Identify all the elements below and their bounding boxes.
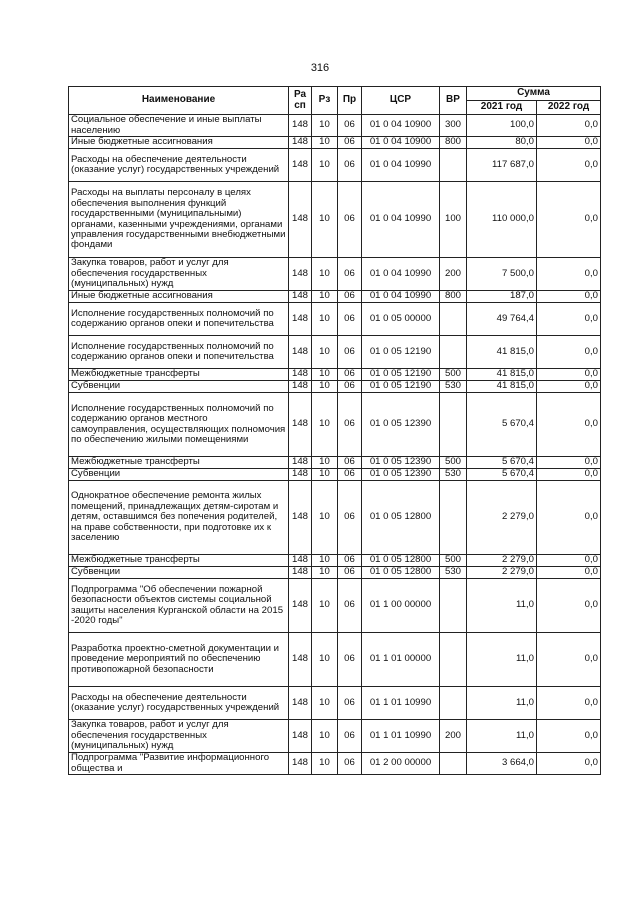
cell-name: Расходы на обеспечение деятельности (оказание услуг) государственных учреждений bbox=[69, 149, 289, 182]
cell-2021: 100,0 bbox=[467, 115, 537, 137]
cell-name: Расходы на выплаты персоналу в целях обеспечения выполнения функций государственными (муниципальными) органами, казенными учреждениями, органами управления государственными внебюджетными фондами bbox=[69, 182, 289, 258]
cell-vr: 530 bbox=[440, 469, 467, 481]
cell-name: Межбюджетные трансферты bbox=[69, 555, 289, 567]
cell-csr: 01 0 05 12190 bbox=[362, 381, 440, 393]
cell-vr: 800 bbox=[440, 291, 467, 303]
cell-pr: 06 bbox=[338, 258, 362, 291]
cell-2021: 49 764,4 bbox=[467, 303, 537, 336]
cell-csr: 01 1 01 10990 bbox=[362, 720, 440, 753]
cell-rasp: 148 bbox=[289, 481, 312, 555]
cell-2022: 0,0 bbox=[537, 137, 601, 149]
cell-pr: 06 bbox=[338, 555, 362, 567]
cell-2022: 0,0 bbox=[537, 481, 601, 555]
cell-rz: 10 bbox=[312, 369, 338, 381]
cell-pr: 06 bbox=[338, 149, 362, 182]
cell-2022: 0,0 bbox=[537, 291, 601, 303]
table-row bbox=[69, 381, 601, 393]
cell-name: Закупка товаров, работ и услуг для обеспечения государственных (муниципальных) нужд bbox=[69, 258, 289, 291]
cell-pr: 06 bbox=[338, 381, 362, 393]
cell-rz: 10 bbox=[312, 303, 338, 336]
header-rasp: Ра сп bbox=[289, 87, 312, 115]
header-2022: 2022 год bbox=[537, 101, 601, 115]
cell-2021: 187,0 bbox=[467, 291, 537, 303]
cell-rasp: 148 bbox=[289, 149, 312, 182]
cell-rz: 10 bbox=[312, 469, 338, 481]
cell-rz: 10 bbox=[312, 393, 338, 457]
cell-2022: 0,0 bbox=[537, 469, 601, 481]
cell-rasp: 148 bbox=[289, 393, 312, 457]
cell-pr: 06 bbox=[338, 567, 362, 579]
cell-2022: 0,0 bbox=[537, 182, 601, 258]
table-row bbox=[69, 291, 601, 303]
cell-rasp: 148 bbox=[289, 555, 312, 567]
cell-rasp: 148 bbox=[289, 720, 312, 753]
cell-vr: 100 bbox=[440, 182, 467, 258]
cell-rz: 10 bbox=[312, 336, 338, 369]
cell-2022: 0,0 bbox=[537, 567, 601, 579]
cell-rasp: 148 bbox=[289, 258, 312, 291]
cell-2021: 3 664,0 bbox=[467, 753, 537, 775]
cell-csr: 01 0 04 10990 bbox=[362, 258, 440, 291]
cell-2021: 5 670,4 bbox=[467, 469, 537, 481]
cell-name: Исполнение государственных полномочий по содержанию органов опеки и попечительства bbox=[69, 336, 289, 369]
cell-rasp: 148 bbox=[289, 336, 312, 369]
table-row bbox=[69, 137, 601, 149]
cell-name: Межбюджетные трансферты bbox=[69, 369, 289, 381]
cell-csr: 01 0 04 10990 bbox=[362, 291, 440, 303]
cell-rz: 10 bbox=[312, 753, 338, 775]
table-row bbox=[69, 481, 601, 555]
cell-name: Подпрограмма "Развитие информационного общества и bbox=[69, 753, 289, 775]
table-row bbox=[69, 149, 601, 182]
cell-vr bbox=[440, 633, 467, 687]
cell-2021: 41 815,0 bbox=[467, 381, 537, 393]
cell-rasp: 148 bbox=[289, 369, 312, 381]
cell-vr bbox=[440, 149, 467, 182]
cell-pr: 06 bbox=[338, 137, 362, 149]
cell-pr: 06 bbox=[338, 481, 362, 555]
cell-csr: 01 1 01 00000 bbox=[362, 633, 440, 687]
cell-vr bbox=[440, 753, 467, 775]
table-row bbox=[69, 336, 601, 369]
cell-vr: 500 bbox=[440, 457, 467, 469]
table-row bbox=[69, 753, 601, 775]
cell-csr: 01 0 04 10900 bbox=[362, 115, 440, 137]
cell-2021: 11,0 bbox=[467, 633, 537, 687]
cell-name: Расходы на обеспечение деятельности (оказание услуг) государственных учреждений bbox=[69, 687, 289, 720]
cell-csr: 01 0 05 12190 bbox=[362, 336, 440, 369]
cell-2022: 0,0 bbox=[537, 115, 601, 137]
cell-csr: 01 0 05 12390 bbox=[362, 469, 440, 481]
cell-2021: 2 279,0 bbox=[467, 555, 537, 567]
cell-pr: 06 bbox=[338, 469, 362, 481]
cell-rz: 10 bbox=[312, 291, 338, 303]
cell-vr: 530 bbox=[440, 381, 467, 393]
cell-vr: 500 bbox=[440, 369, 467, 381]
cell-rasp: 148 bbox=[289, 687, 312, 720]
table-row bbox=[69, 720, 601, 753]
cell-2022: 0,0 bbox=[537, 369, 601, 381]
cell-csr: 01 0 05 12390 bbox=[362, 457, 440, 469]
cell-2021: 5 670,4 bbox=[467, 393, 537, 457]
cell-pr: 06 bbox=[338, 182, 362, 258]
cell-2022: 0,0 bbox=[537, 336, 601, 369]
table-row bbox=[69, 393, 601, 457]
cell-rz: 10 bbox=[312, 137, 338, 149]
cell-vr bbox=[440, 393, 467, 457]
cell-name: Межбюджетные трансферты bbox=[69, 457, 289, 469]
cell-2021: 7 500,0 bbox=[467, 258, 537, 291]
cell-2022: 0,0 bbox=[537, 687, 601, 720]
cell-pr: 06 bbox=[338, 303, 362, 336]
cell-2022: 0,0 bbox=[537, 579, 601, 633]
table-row bbox=[69, 633, 601, 687]
cell-rz: 10 bbox=[312, 182, 338, 258]
cell-2022: 0,0 bbox=[537, 555, 601, 567]
cell-rz: 10 bbox=[312, 687, 338, 720]
table-row bbox=[69, 457, 601, 469]
header-csr: ЦСР bbox=[362, 87, 440, 115]
cell-2021: 2 279,0 bbox=[467, 481, 537, 555]
cell-name: Подпрограмма "Об обеспечении пожарной безопасности объектов системы социальной защиты населения Курганской области на 2015 -2020 годы" bbox=[69, 579, 289, 633]
cell-csr: 01 0 05 00000 bbox=[362, 303, 440, 336]
cell-name: Разработка проектно-сметной документации и проведение мероприятий по обеспечению противопожарной безопасности bbox=[69, 633, 289, 687]
cell-pr: 06 bbox=[338, 336, 362, 369]
cell-vr: 500 bbox=[440, 555, 467, 567]
cell-vr bbox=[440, 303, 467, 336]
cell-2022: 0,0 bbox=[537, 381, 601, 393]
cell-rasp: 148 bbox=[289, 457, 312, 469]
cell-rz: 10 bbox=[312, 579, 338, 633]
cell-csr: 01 0 05 12800 bbox=[362, 555, 440, 567]
cell-2022: 0,0 bbox=[537, 753, 601, 775]
cell-2021: 80,0 bbox=[467, 137, 537, 149]
cell-csr: 01 1 01 10990 bbox=[362, 687, 440, 720]
cell-name: Иные бюджетные ассигнования bbox=[69, 291, 289, 303]
cell-rz: 10 bbox=[312, 567, 338, 579]
table-row bbox=[69, 567, 601, 579]
header-name: Наименование bbox=[69, 87, 289, 115]
cell-vr: 200 bbox=[440, 720, 467, 753]
cell-rasp: 148 bbox=[289, 633, 312, 687]
cell-2021: 110 000,0 bbox=[467, 182, 537, 258]
cell-rz: 10 bbox=[312, 457, 338, 469]
header-rz: Рз bbox=[312, 87, 338, 115]
cell-rasp: 148 bbox=[289, 137, 312, 149]
cell-rasp: 148 bbox=[289, 469, 312, 481]
cell-vr: 200 bbox=[440, 258, 467, 291]
cell-rz: 10 bbox=[312, 633, 338, 687]
cell-pr: 06 bbox=[338, 115, 362, 137]
cell-csr: 01 0 05 12800 bbox=[362, 567, 440, 579]
cell-rasp: 148 bbox=[289, 115, 312, 137]
cell-vr bbox=[440, 481, 467, 555]
cell-name: Иные бюджетные ассигнования bbox=[69, 137, 289, 149]
cell-2022: 0,0 bbox=[537, 457, 601, 469]
cell-2022: 0,0 bbox=[537, 720, 601, 753]
cell-name: Исполнение государственных полномочий по содержанию органов опеки и попечительства bbox=[69, 303, 289, 336]
budget-table bbox=[68, 86, 601, 775]
cell-pr: 06 bbox=[338, 720, 362, 753]
cell-rz: 10 bbox=[312, 115, 338, 137]
cell-2021: 41 815,0 bbox=[467, 336, 537, 369]
cell-name: Субвенции bbox=[69, 469, 289, 481]
cell-vr bbox=[440, 336, 467, 369]
cell-rasp: 148 bbox=[289, 579, 312, 633]
cell-pr: 06 bbox=[338, 369, 362, 381]
cell-2021: 11,0 bbox=[467, 579, 537, 633]
cell-2022: 0,0 bbox=[537, 393, 601, 457]
table-row bbox=[69, 115, 601, 137]
cell-2022: 0,0 bbox=[537, 258, 601, 291]
cell-pr: 06 bbox=[338, 457, 362, 469]
cell-rz: 10 bbox=[312, 258, 338, 291]
cell-name: Исполнение государственных полномочий по содержанию органов местного самоуправления, осуществляющих полномочия по обеспечению жилыми помещениями bbox=[69, 393, 289, 457]
cell-csr: 01 1 00 00000 bbox=[362, 579, 440, 633]
cell-csr: 01 0 05 12190 bbox=[362, 369, 440, 381]
cell-rasp: 148 bbox=[289, 182, 312, 258]
table-row bbox=[69, 182, 601, 258]
table-row bbox=[69, 303, 601, 336]
cell-rasp: 148 bbox=[289, 291, 312, 303]
cell-rz: 10 bbox=[312, 481, 338, 555]
header-2021: 2021 год bbox=[467, 101, 537, 115]
table-row bbox=[69, 258, 601, 291]
cell-2021: 11,0 bbox=[467, 687, 537, 720]
cell-name: Социальное обеспечение и иные выплаты населению bbox=[69, 115, 289, 137]
cell-name: Закупка товаров, работ и услуг для обеспечения государственных (муниципальных) нужд bbox=[69, 720, 289, 753]
cell-csr: 01 0 04 10990 bbox=[362, 182, 440, 258]
cell-vr: 300 bbox=[440, 115, 467, 137]
cell-rz: 10 bbox=[312, 149, 338, 182]
cell-rz: 10 bbox=[312, 381, 338, 393]
cell-2022: 0,0 bbox=[537, 633, 601, 687]
cell-vr bbox=[440, 579, 467, 633]
cell-2021: 117 687,0 bbox=[467, 149, 537, 182]
cell-rasp: 148 bbox=[289, 381, 312, 393]
cell-name: Субвенции bbox=[69, 567, 289, 579]
cell-pr: 06 bbox=[338, 291, 362, 303]
cell-rz: 10 bbox=[312, 720, 338, 753]
cell-pr: 06 bbox=[338, 393, 362, 457]
cell-csr: 01 0 04 10900 bbox=[362, 137, 440, 149]
header-summa: Сумма bbox=[467, 87, 601, 101]
cell-pr: 06 bbox=[338, 687, 362, 720]
budget-table-body bbox=[69, 115, 601, 775]
cell-pr: 06 bbox=[338, 579, 362, 633]
cell-csr: 01 0 04 10990 bbox=[362, 149, 440, 182]
cell-pr: 06 bbox=[338, 753, 362, 775]
cell-2021: 2 279,0 bbox=[467, 567, 537, 579]
cell-2022: 0,0 bbox=[537, 149, 601, 182]
cell-vr: 530 bbox=[440, 567, 467, 579]
table-row bbox=[69, 687, 601, 720]
cell-csr: 01 0 05 12390 bbox=[362, 393, 440, 457]
cell-csr: 01 0 05 12800 bbox=[362, 481, 440, 555]
cell-2021: 11,0 bbox=[467, 720, 537, 753]
cell-vr: 800 bbox=[440, 137, 467, 149]
cell-name: Субвенции bbox=[69, 381, 289, 393]
cell-rasp: 148 bbox=[289, 303, 312, 336]
table-row bbox=[69, 369, 601, 381]
cell-2022: 0,0 bbox=[537, 303, 601, 336]
table-row bbox=[69, 555, 601, 567]
cell-vr bbox=[440, 687, 467, 720]
page-number: 316 bbox=[310, 62, 330, 74]
cell-2021: 41 815,0 bbox=[467, 369, 537, 381]
cell-pr: 06 bbox=[338, 633, 362, 687]
cell-rasp: 148 bbox=[289, 753, 312, 775]
header-vr: ВР bbox=[440, 87, 467, 115]
cell-rasp: 148 bbox=[289, 567, 312, 579]
cell-2021: 5 670,4 bbox=[467, 457, 537, 469]
table-row bbox=[69, 469, 601, 481]
table-row bbox=[69, 579, 601, 633]
cell-name: Однократное обеспечение ремонта жилых помещений, принадлежащих детям-сиротам и детям, оставшимся без попечения родителей, на праве собственности, при подготовке их к заселению bbox=[69, 481, 289, 555]
cell-csr: 01 2 00 00000 bbox=[362, 753, 440, 775]
header-pr: Пр bbox=[338, 87, 362, 115]
cell-rz: 10 bbox=[312, 555, 338, 567]
